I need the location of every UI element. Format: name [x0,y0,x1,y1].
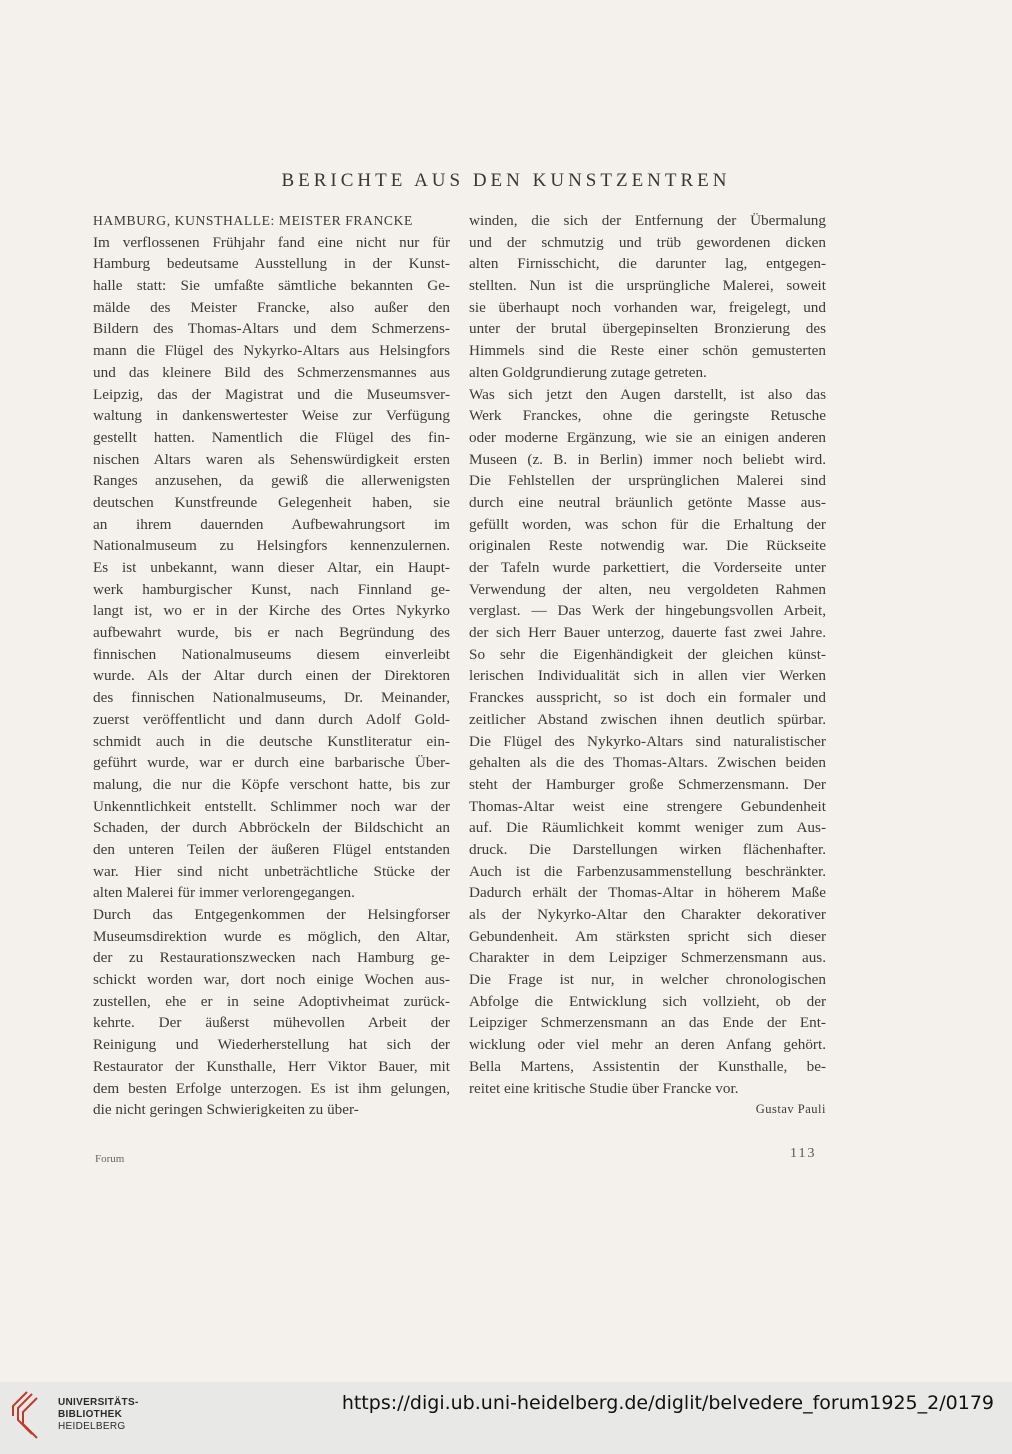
text-line: verglast. — Das Werk der hingebungsvollen Arbeit, [469,602,826,620]
text-line: gefüllt worden, was schon für die Erhaltung der [469,515,826,533]
text-line: Gebundenheit. Am stärksten spricht sich dieser [469,927,826,945]
text-line: dem besten Erfolge unterzogen. Es ist ihm gelungen, [93,1079,450,1097]
text-line: Schaden, der durch Abbröckeln der Bildschicht an [93,819,450,837]
text-line: die nicht geringen Schwierigkeiten zu über- [93,1101,359,1119]
text-line: reitet eine kritische Studie über Francke vor. [469,1079,739,1097]
author-signature: Gustav Pauli [755,1102,826,1117]
text-line: Ranges anzusehen, da gewiß die allerwenigsten [93,472,450,490]
text-line: wurde. Als der Altar durch einen der Direktoren [93,667,450,685]
text-line: So sehr die Eigenhändigkeit der gleichen künst- [469,645,826,663]
text-line: durch eine neutral bräunlich getönte Masse aus- [469,493,826,511]
text-line: Es ist unbekannt, wann dieser Altar, ein Haupt- [93,559,450,576]
text-line: zeitlicher Abstand zwischen ihnen deutlich spürbar. [469,710,826,728]
text-line: Leipziger Schmerzensmann an das Ende der Ent- [469,1014,826,1032]
text-line: gehalten als die des Thomas-Altars. Zwischen beiden [469,754,826,772]
text-line: Thomas-Altar weist eine strengere Gebundenheit [469,797,826,815]
text-line: finnischen Nationalmuseums diesem einverleibt [93,645,450,663]
text-line: deutschen Kunstfreunde Gelegenheit haben, sie [93,493,450,511]
text-line: alten Goldgrundierung zutage getreten. [469,363,707,381]
text-line: Reinigung und Wiederherstellung hat sich der [93,1036,450,1054]
source-url[interactable]: https://digi.ub.uni-heidelberg.de/diglit/belvedere_forum1925_2/0179 [341,1392,994,1414]
text-line: Nationalmuseum zu Helsingfors kennenzulernen. [93,537,450,555]
text-line: zustellen, ehe er in seine Adoptivheimat zurück- [93,992,450,1010]
text-line: aufbewahrt wurde, bis er nach Begründung des [93,624,450,642]
left-column [93,210,450,1121]
text-line: auf. Die Räumlichkeit kommt weniger zum Aus- [469,819,826,837]
footer-label: Forum [95,1153,125,1165]
text-line: schickt worden war, dort noch einige Wochen aus- [93,971,450,989]
right-column [469,210,826,1121]
text-line: der Tafeln wurde parkettiert, die Vorderseite unter [469,559,826,576]
text-line: gestellt hatten. Namentlich die Flügel des fin- [93,428,450,446]
text-line: Abfolge die Entwicklung sich vollzieht, ob der [469,992,826,1010]
text-line: geführt wurde, war er durch eine barbarische Über- [93,754,450,772]
text-line: Im verflossenen Frühjahr fand eine nicht nur für [93,233,450,251]
text-line: Unkenntlichkeit entstellt. Schlimmer noch war der [93,797,450,815]
library-name-line: HEIDELBERG [58,1421,126,1432]
text-line: steht der Hamburger große Schmerzensmann. Der [469,775,826,793]
text-line: druck. Die Darstellungen wirken flächenhafter. [469,840,826,858]
text-line: nischen Altars waren als Sehenswürdigkeit ersten [93,450,450,468]
text-line: Durch das Entgegenkommen der Helsingforser [93,906,450,923]
text-line: wicklung oder viel mehr an deren Anfang gehört. [469,1036,826,1054]
text-line: stellten. Nun ist die ursprüngliche Malerei, soweit [469,277,826,295]
text-line: winden, die sich der Entfernung der Übermalung [469,212,826,229]
text-line: halle statt: Sie umfaßte sämtliche bekannten Ge- [93,277,450,295]
text-line: und der schmutzig und trüb gewordenen dicken [469,233,826,251]
library-name-line: UNIVERSITÄTS- [58,1397,139,1408]
text-line: Charakter in dem Leipziger Schmerzensmann aus. [469,949,826,967]
text-line: Die Flügel des Nykyrko-Altars sind naturalistischer [469,732,826,750]
text-line: mälde des Meister Francke, also außer den [93,298,450,316]
text-line: Museumsdirektion wurde es möglich, den Altar, [93,927,450,945]
text-line: waltung in dankenswertester Weise zur Verfügung [93,407,450,425]
text-line: mann die Flügel des Nykyrko-Altars aus Helsingfors [93,342,450,360]
text-line: schmidt auch in die deutsche Kunstliteratur ein- [93,732,450,750]
page-number: 113 [790,1146,817,1161]
text-line: Bildern des Thomas-Altars und dem Schmerzens- [93,320,450,338]
text-line: Dadurch erhält der Thomas-Altar in höherem Maße [469,884,826,902]
library-name-line: BIBLIOTHEK [58,1409,123,1420]
text-line: Verwendung der alten, neu vergoldeten Rahmen [469,580,826,598]
library-logo-icon [10,1390,50,1440]
text-line: Die Fehlstellen der ursprünglichen Malerei sind [469,472,826,490]
text-line: oder moderne Ergänzung, wie sie an einigen anderen [469,428,826,446]
text-line: Hamburg bedeutsame Ausstellung in der Kunst- [93,255,450,273]
text-line: sie überhaupt noch vorhanden war, freigelegt, und [469,298,826,316]
text-line: der sich Herr Bauer unterzog, dauerte fast zwei Jahre. [469,624,826,642]
library-name [58,1397,139,1433]
text-line: Die Frage ist nur, in welcher chronologischen [469,971,826,989]
text-line: alten Firnisschicht, die darunter lag, entgegen- [469,255,826,273]
text-line: HAMBURG, KUNSTHALLE: MEISTER FRANCKE [93,213,413,228]
text-line: langt ist, wo er in der Kirche des Ortes Nykyrko [93,602,450,620]
text-line: lerischen Individualität sich in allen vier Werken [469,667,826,685]
text-line: Auch ist die Farbenzusammenstellung beschränkter. [469,862,826,880]
text-line: alten Malerei für immer verlorengegangen. [93,884,355,902]
text-line: Restaurator der Kunsthalle, Herr Viktor Bauer, mit [93,1057,450,1075]
text-line: kehrte. Der äußerst mühevollen Arbeit der [93,1014,450,1032]
text-line: originalen Reste notwendig war. Die Rückseite [469,537,826,555]
text-line: der zu Restaurationszwecken nach Hamburg ge- [93,949,450,967]
text-line: Werk Franckes, ohne die geringste Retusche [469,407,826,425]
text-line: den unteren Teilen der äußeren Flügel entstanden [93,840,450,858]
text-line: unter der brutal übergepinselten Bronzierung des [469,320,826,338]
text-line: an ihrem dauernden Aufbewahrungsort im [93,515,450,533]
text-line: werk hamburgischer Kunst, nach Finnland ge- [93,580,450,598]
text-line: Bella Martens, Assistentin der Kunsthalle, be- [469,1057,826,1075]
text-line: zuerst veröffentlicht und dann durch Adolf Gold- [93,710,450,728]
text-line: des finnischen Nationalmuseums, Dr. Meinander, [93,689,450,707]
text-line: malung, die nur die Köpfe verschont hatte, bis zur [93,775,450,793]
text-line: war. Hier sind nicht unbeträchtliche Stücke der [93,862,450,880]
text-line: Leipzig, das der Magistrat und die Museumsver- [93,385,450,403]
text-line: Was sich jetzt den Augen darstellt, ist also das [469,385,826,403]
text-line: Museen (z. B. in Berlin) immer noch beliebt wird. [469,450,826,468]
text-line: als der Nykyrko-Altar den Charakter dekorativer [469,906,826,923]
text-line: und das kleinere Bild des Schmerzensmannes aus [93,363,450,381]
text-line: Franckes ausspricht, so ist doch ein formaler und [469,689,826,707]
page-title: BERICHTE AUS DEN KUNSTZENTREN [281,170,731,191]
text-line: Himmels sind die Reste einer schön gemusterten [469,342,826,360]
